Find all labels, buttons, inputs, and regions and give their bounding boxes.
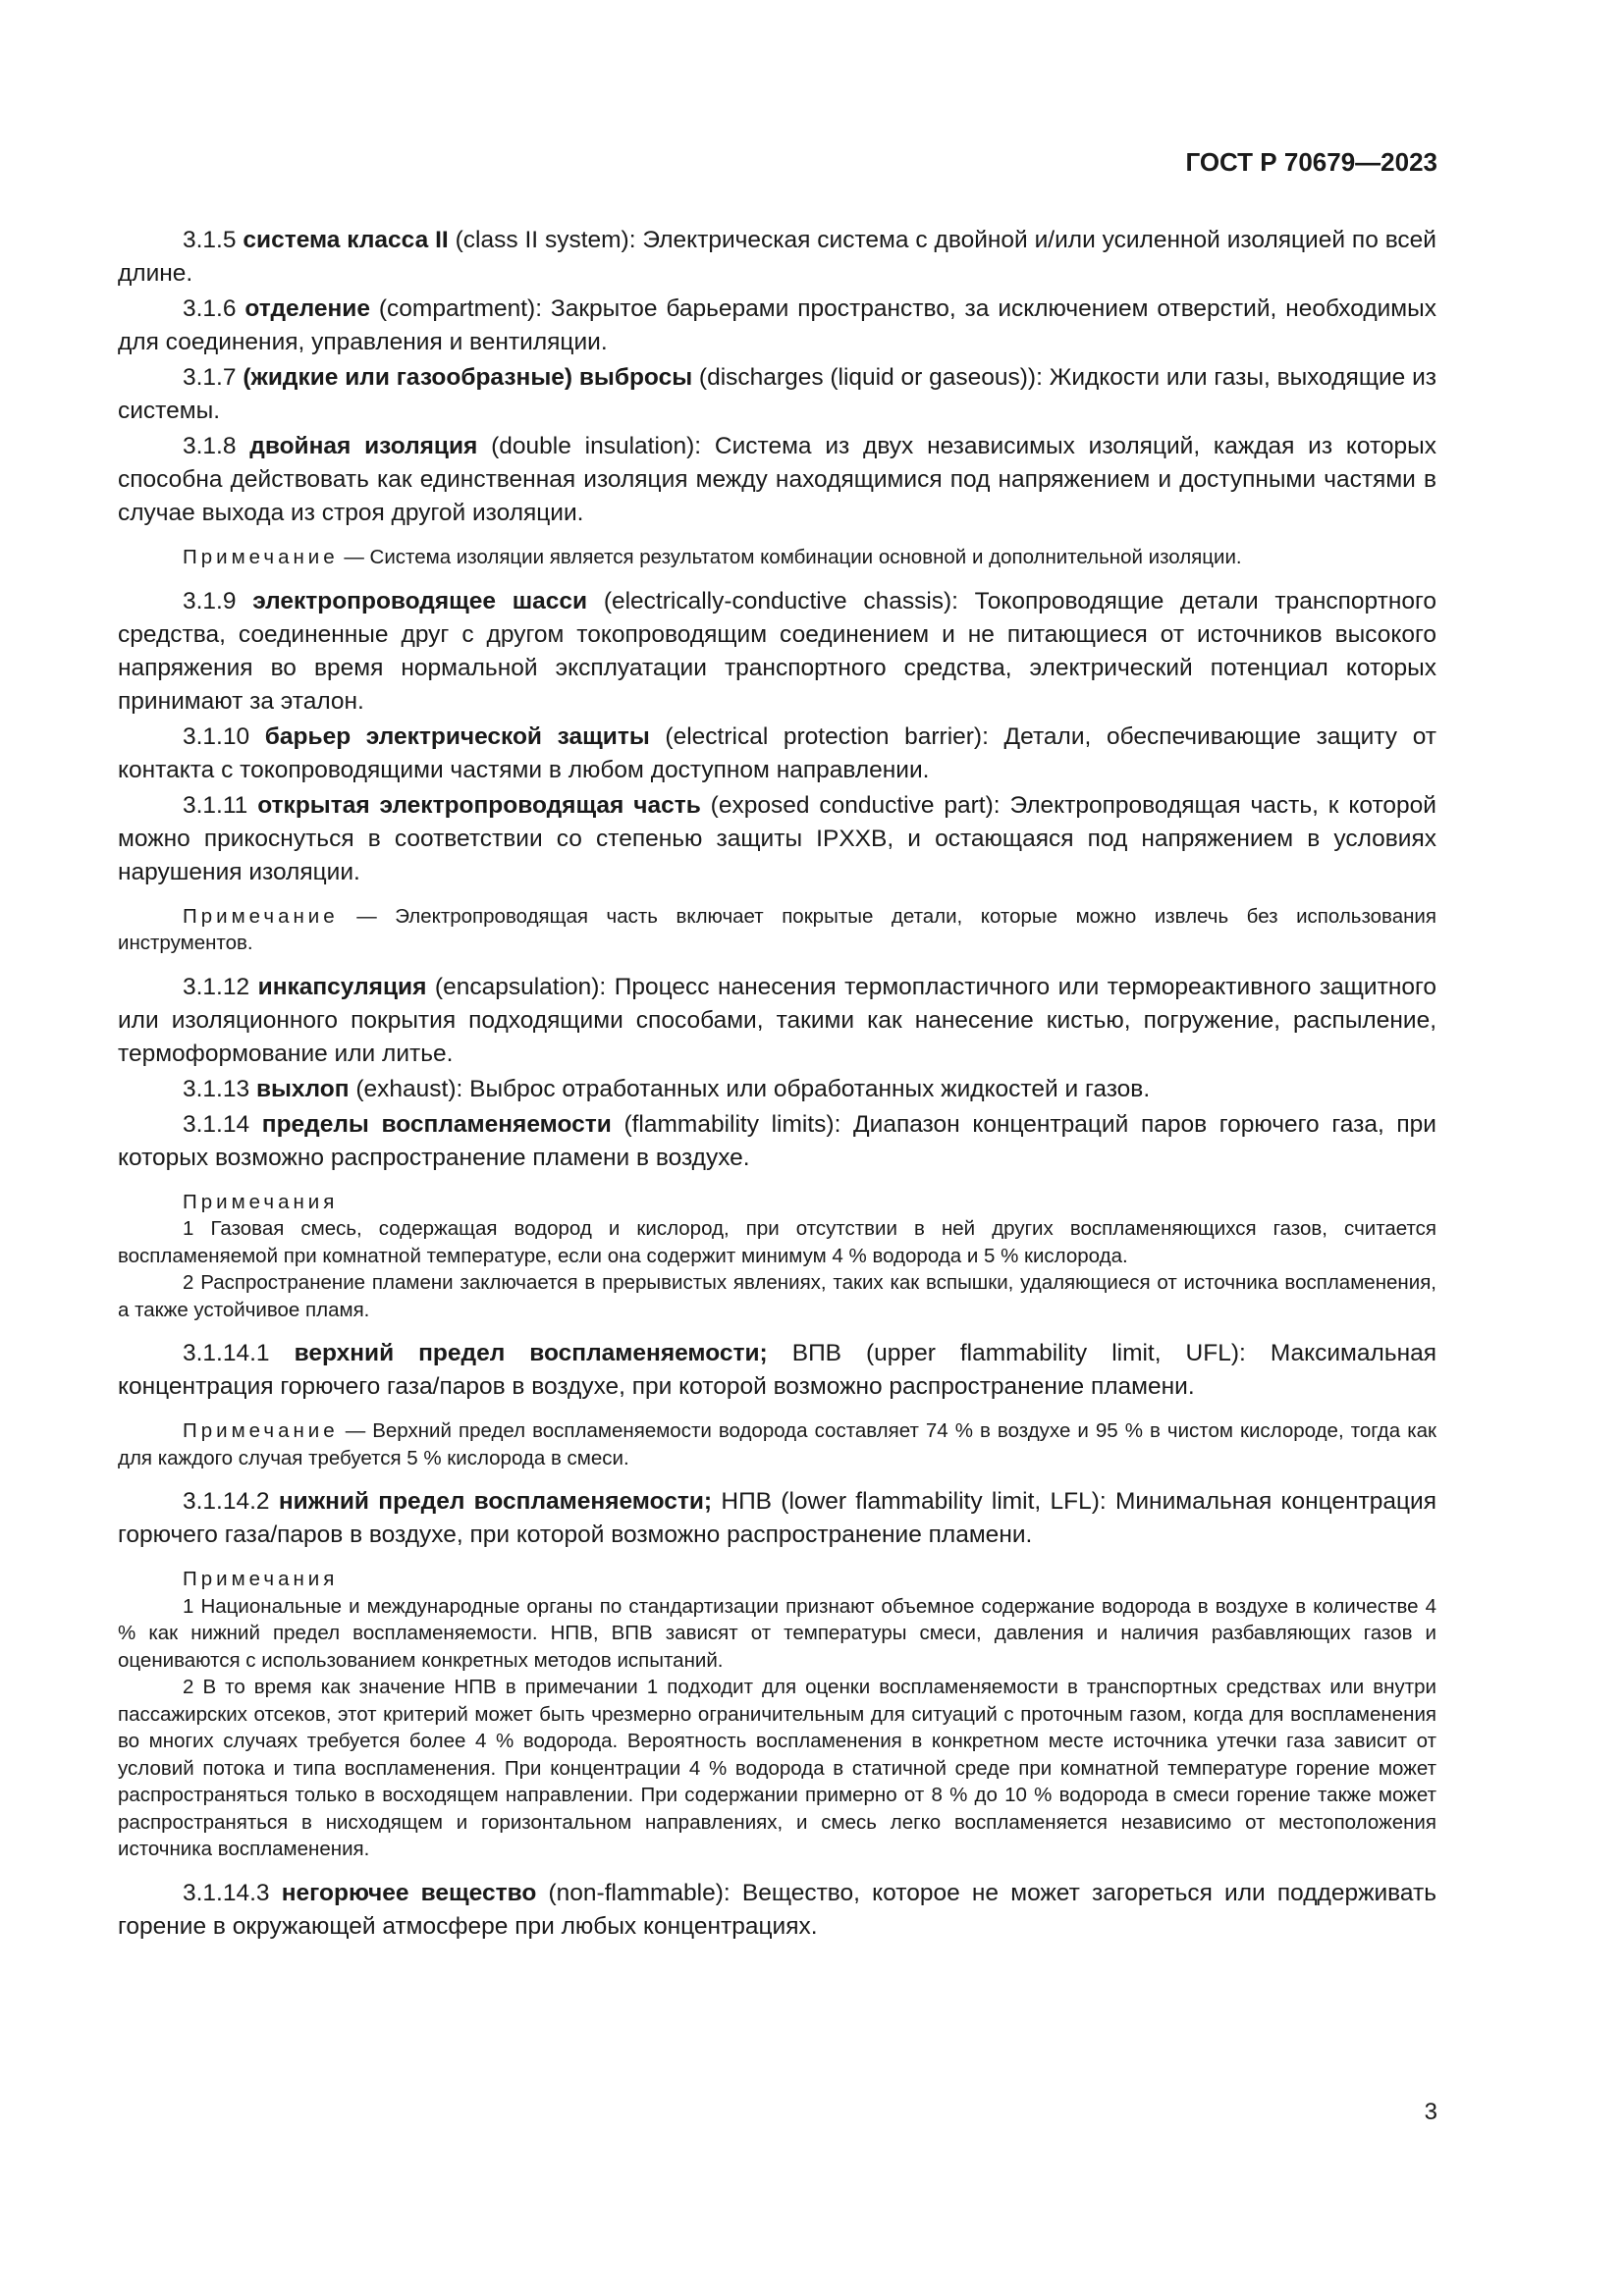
- term-3-1-14: 3.1.14 пределы воспламеняемости (flammability limits): Диапазон концентраций паров горючего газа, при которых возможно распространение пламени в воздухе.: [118, 1110, 1436, 1171]
- term-3-1-7: 3.1.7 (жидкие или газообразные) выбросы (discharges (liquid or gaseous)): Жидкости или газы, выходящие из системы.: [118, 364, 1437, 424]
- term-title: система класса II: [243, 227, 449, 253]
- term-title: двойная изоляция: [249, 433, 478, 459]
- document-body: [118, 224, 1436, 1944]
- notes-heading: Примечания: [183, 1568, 339, 1590]
- notes-3-1-14: [118, 1189, 1436, 1324]
- term-title: негорючее вещество: [281, 1879, 537, 1906]
- term-title: электропроводящее шасси: [252, 587, 588, 614]
- term-title: нижний предел воспламеняемости;: [278, 1488, 713, 1515]
- term-title: барьер электрической защиты: [264, 722, 650, 750]
- note-item: 1 Национальные и международные органы по стандартизации признают объемное содержание водорода в воздухе в количестве 4 % как нижний предел воспламеняемости. НПВ, ВПВ зависят от температуры смеси, давления и наличия разбавляющих газов и оцениваются с использованием конкретных методов испытаний.: [118, 1594, 1436, 1672]
- note-3-1-8: [118, 544, 1436, 571]
- term-title: выхлоп: [255, 1075, 350, 1102]
- term-3-1-6: 3.1.6 отделение (compartment): Закрытое барьерами пространство, за исключением отверстий, необходимых для соединения, управления и вентиляции.: [118, 295, 1436, 355]
- term-title: инкапсуляция: [257, 973, 427, 1000]
- document-code-header: ГОСТ Р 70679—2023: [1185, 147, 1437, 177]
- term-3-1-14-3: 3.1.14.3 негорючее вещество (non-flammable): Вещество, которое не может загореться или поддерживать горение в окружающей атмосфере при любых концентрациях.: [118, 1879, 1436, 1940]
- term-title: пределы воспламеняемости: [261, 1110, 612, 1138]
- term-3-1-9: 3.1.9 электропроводящее шасси (electrically-conductive chassis): Токопроводящие детали транспортного средства, соединенные друг с другом токопроводящим соединением и не питающиеся от источников высокого напряжения во время нормальной эксплуатации транспортного средства, электрический потенциал которых принимают за эталон.: [118, 587, 1437, 715]
- term-3-1-11: 3.1.11 открытая электропроводящая часть (exposed conductive part): Электропроводящая часть, к которой можно прикоснуться в соответствии со степенью защиты IPXXB, и остающаяся под напряжением в условиях нарушения изоляции.: [118, 791, 1436, 885]
- note-label: Примечание: [183, 904, 339, 928]
- term-3-1-10: 3.1.10 барьер электрической защиты (electrical protection barrier): Детали, обеспечивающие защиту от контакта с токопроводящими частями в любом доступном направлении.: [118, 722, 1436, 783]
- term-title: (жидкие или газообразные) выбросы: [243, 364, 693, 391]
- term-title: верхний предел воспламеняемости;: [294, 1340, 768, 1366]
- term-title: отделение: [244, 295, 370, 322]
- term-3-1-8: 3.1.8 двойная изоляция (double insulation): Система из двух независимых изоляций, каждая из которых способна действовать как единственная изоляция между находящимися под напряжением и доступными частями в случае выхода из строя другой изоляции.: [118, 433, 1436, 526]
- note-item: 2 В то время как значение НПВ в примечании 1 подходит для оценки воспламеняемости в транспортных средствах или внутри пассажирских отсеков, этот критерий может быть чрезмерно ограничительным для ситуаций с проточным газом, когда для воспламенения во многих случаях требуется более 4 % водорода. Вероятность воспламенения в конкретном месте источника утечки газа зависит от условий потока и типа воспламенения. При концентрации 4 % водорода в статичной среде при комнатной температуре горение может распространяться только в восходящем направлении. При содержании примерно от 8 % до 10 % водорода в смеси горение также может распространяться в нисходящем и горизонтальном направлениях, и смесь легко воспламеняется независимо от местоположения источника воспламенения.: [118, 1676, 1436, 1860]
- term-3-1-14-1: 3.1.14.1 верхний предел воспламеняемости; ВПВ (upper flammability limit, UFL): Максимальная концентрация горючего газа/паров в воздухе, при которой возможно распространение пламени.: [118, 1340, 1437, 1400]
- term-3-1-14-2: 3.1.14.2 нижний предел воспламеняемости; НПВ (lower flammability limit, LFL): Минимальная концентрация горючего газа/паров в воздухе, при которой возможно распространение пламени.: [118, 1488, 1437, 1548]
- notes-heading: Примечания: [183, 1190, 339, 1213]
- note-text: — Электропроводящая часть включает покрытые детали, которые можно извлечь без использования инструментов.: [118, 904, 1436, 954]
- note-text: — Система изоляции является результатом комбинации основной и дополнительной изоляции.: [338, 546, 1242, 568]
- note-label: Примечание: [183, 546, 339, 568]
- notes-3-1-14-2: [118, 1566, 1436, 1863]
- page-number: 3: [1424, 2099, 1437, 2125]
- note-label: Примечание: [183, 1419, 339, 1442]
- term-title: открытая электропроводящая часть: [257, 791, 701, 819]
- note-text: — Верхний предел воспламеняемости водорода составляет 74 % в воздухе и 95 % в чистом кислороде, тогда как для каждого случая требуется 5 % кислорода в смеси.: [118, 1419, 1436, 1469]
- term-3-1-5: 3.1.5 система класса II (class II system): Электрическая система с двойной и/или усиленной изоляцией по всей длине.: [118, 227, 1436, 287]
- term-3-1-12: 3.1.12 инкапсуляция (encapsulation): Процесс нанесения термопластичного или термореактивного защитного или изоляционного покрытия подходящими способами, такими как нанесение кистью, погружение, распыление, термоформование или литье.: [118, 973, 1437, 1067]
- term-3-1-13: 3.1.13 выхлоп (exhaust): Выброс отработанных или обработанных жидкостей и газов.: [183, 1075, 1151, 1102]
- note-item: 2 Распространение пламени заключается в прерывистых явлениях, таких как вспышки, удаляющиеся от источника воспламенения, а также устойчивое пламя.: [118, 1271, 1436, 1321]
- note-3-1-11: [118, 903, 1436, 957]
- note-3-1-14-1: [118, 1417, 1436, 1471]
- note-item: 1 Газовая смесь, содержащая водород и кислород, при отсутствии в ней других воспламеняющихся газов, считается воспламеняемой при комнатной температуре, если она содержит минимум 4 % водорода и 5 % кислорода.: [118, 1217, 1436, 1267]
